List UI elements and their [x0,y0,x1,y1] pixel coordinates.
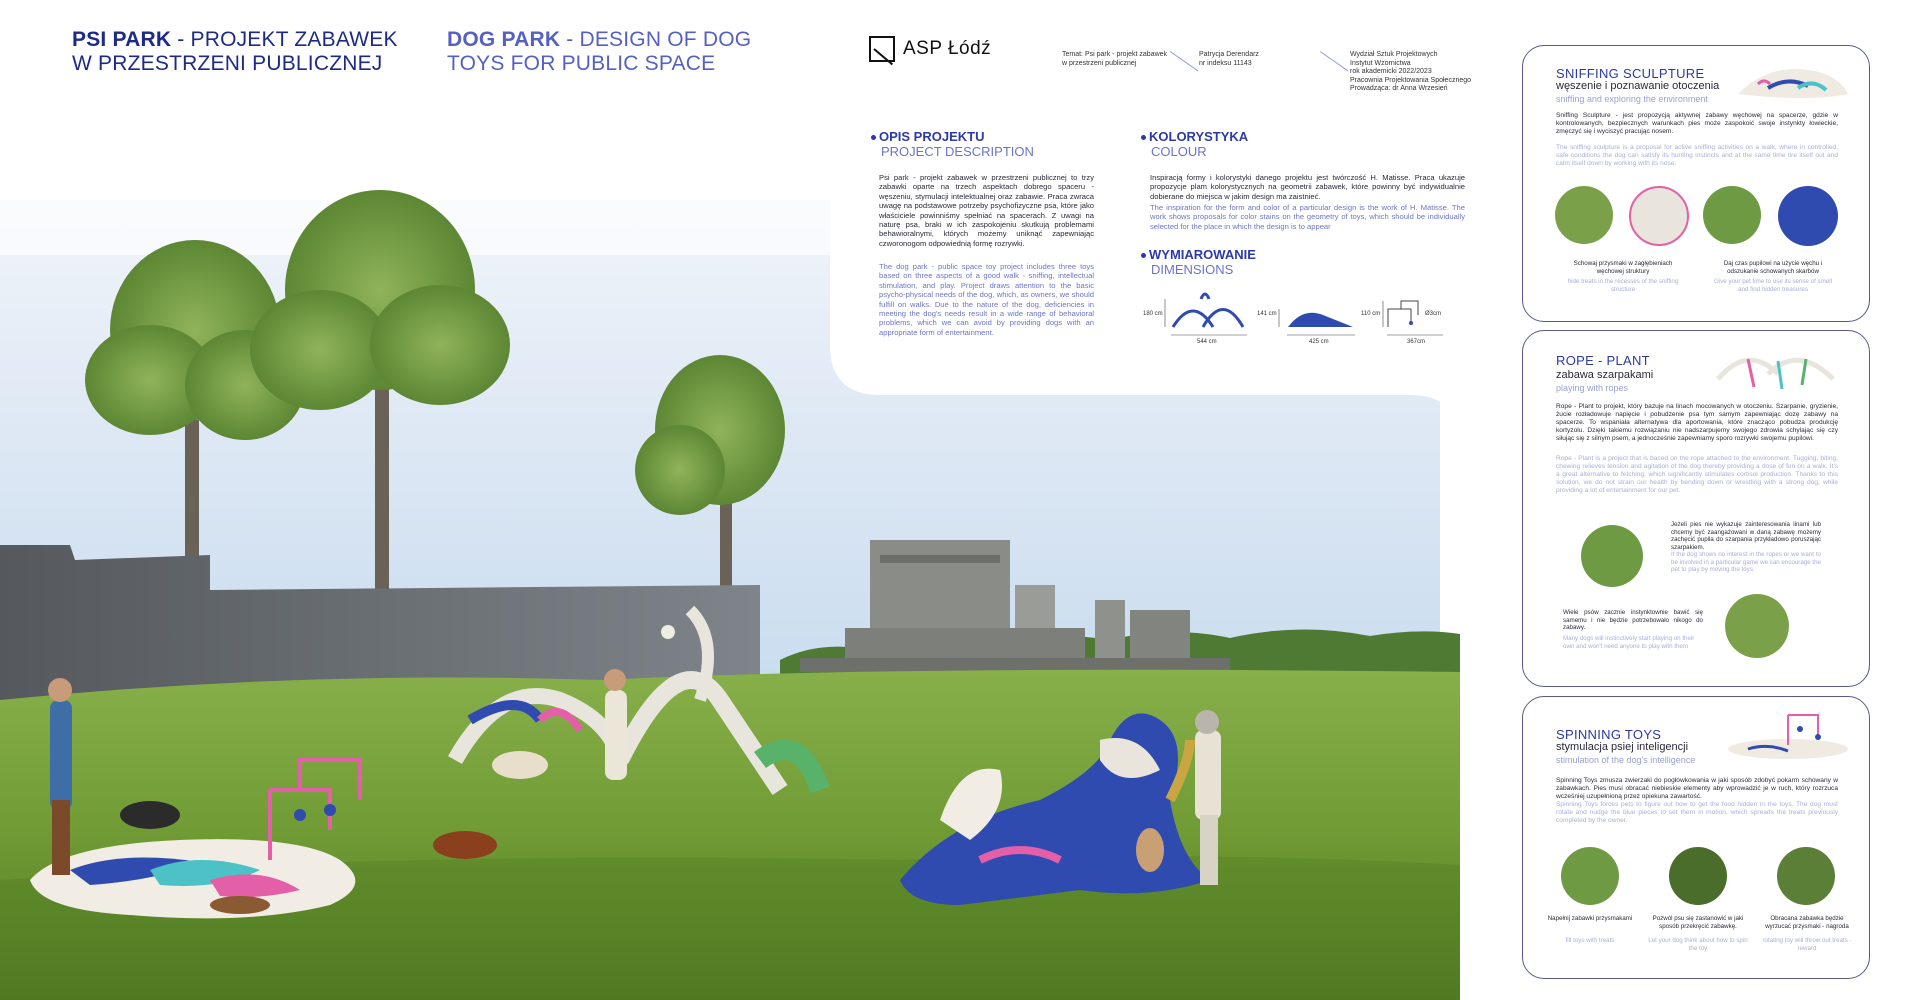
card-text-pl: Spinning Toys zmusza zwierzaki do pogłówkowania w jaki sposób zdobyć pokarm schowany w zabawkach. Pies musi obracać niebieskie elementy aby wprowadzić je w ruch, który rozrzuca wcześniej uzupełnioną przez opiekuna zawartość. [1556,777,1838,800]
dimensions-title-en: DIMENSIONS [1151,262,1234,277]
colour-text-pl: Inspiracją formy i kolorystyki danego projektu jest twórczość H. Matisse. Praca ukazuje propozycje plam kolorystycznych na geometrii zabawek, które powinny być indywidualnie dobierane do miejsca w jakim design ma zaistnieć. [1150,173,1465,201]
colour-heading [1141,129,1248,159]
meta-author-line: Patrycja Derendarz [1199,51,1259,58]
card-subtitle-pl: węszenie i poznawanie otoczenia [1556,80,1720,92]
colour-text-en: The inspiration for the form and color of a particular design is the work of H. Matisse. The work shows proposals for color stains on the geometry of toys, which should be individually selected for the place in which the design is to appear [1150,203,1465,231]
card-text-pl: Sniffing Sculpture - jest propozycją aktywnej zabawy węchowej na spacerze, gdzie w kontrolowanych, bezpiecznych warunkach pies może zaspokoić swoje instynkty łowieckie, zmęczyć się i wyciszyć pracując nosem. [1556,112,1838,135]
card-subtitle-pl: zabawa szarpakami [1556,369,1654,381]
card-text-pl: Rope - Plant to projekt, który bazuje na linach mocowanych w otoczeniu. Szarpanie, gryzienie, żucie rozładowuje napięcie i pobudzenie psa tym samym zapewniając dozę zabawy na spacerze. To wspaniała alternatywa dla aportowania, które znacząco pobudza produkcję kortyzolu. Dzięki takiemu rozwiązaniu nie nadszarpujemy swojego zdrowia schylając się czy siłując się z silnym psem, a jednocześnie zapewniamy sporo rozrywki swojemu pupilowi. [1556,403,1838,442]
card-text-en: Rope - Plant is a project that is based on the rope attached to the environment. Tugging, biting, chewing relieves tension and agitation of the dog thereby providing a dose of fun on a walk. It's a great alternative to fetching, which significantly stimulates cortisol production. Thanks to this solution, we do not strain our health by bending down or wrestling with a strong dog, while providing a lot of entertainment for our pet. [1556,455,1838,494]
dimensions-sketch [1143,287,1483,357]
sniffing-photo-3 [1703,186,1761,244]
rope-plant-product-image [1708,339,1848,399]
dimensions-title-pl: WYMIAROWANIE [1149,247,1256,262]
title-pl-bold: PSI PARK [72,28,172,51]
rope-caption-2-pl: Wiele psów zacznie instynktownie bawić się samemu i nie będzie potrzebowało nikogo do zabawy. [1563,609,1703,632]
dim-width-3: 367cm [1407,339,1426,345]
card-title: SPINNING TOYS [1556,727,1662,742]
description-text-en: The dog park - public space toy project includes three toys based on three aspects of a good walk - sniffing, intellectual stimulation, and play. Project draws attention to the basic psycho-physical needs of the dog, which, as owners, we should fulfill on walks. Due to the nature of the dog, deficiencies in meeting the dog's needs result in a wide range of behavioral problems, which we can avoid by providing dogs with an appropriate form of entertainment. [879,262,1094,337]
dim-width-1: 544 cm [1197,339,1217,345]
card-subtitle-en: stimulation of the dog's intelligence [1556,755,1696,765]
meta-author [1199,51,1259,68]
meta-faculty-line: Wydział Sztuk Projektowych [1350,51,1438,58]
spinning-caption-3-pl: Obracana zabawka będzie wyrzucać przysmaki - nagroda [1765,915,1849,930]
meta-topic [1062,51,1167,68]
description-text-pl: Psi park - projekt zabawek w przestrzeni publicznej to trzy zabawki oparte na trzech aspektach dobrego spaceru - węszeniu, stymulacji intelektualnej oraz zabawie. Praca zwraca uwagę na podstawowe potrzeby psychofizyczne psa, które jako właściciele powinniśmy spełniać na spacerach. Z uwagi na naturę psa, braki w ich zaspokojeniu skutkują problemami behawioralnymi, których możemy uniknąć zapewniając czworonogom odpowiednią formę rozrywki. [879,173,1094,248]
sniffing-photo-2 [1629,186,1689,246]
meta-faculty-line: Pracownia Projektowania Społecznego [1350,76,1472,84]
dimensions-drawing [1143,287,1483,357]
title-english [447,28,751,76]
sniffing-caption-1-pl: Schowaj przysmaki w zagłębieniach węchowej struktury [1573,260,1673,275]
spinning-toys-product-image [1718,705,1858,765]
asp-logo-icon [869,36,895,62]
bullet-icon [1141,253,1146,258]
card-text-en: Spinning Toys forces pets to figure out how to get the food hidden in the toys. The dog must rotate and nudge the blue pieces to set them in motion, which spreads the treats previously completed by the owner. [1556,801,1838,824]
colour-title-pl: KOLORYSTYKA [1149,129,1249,144]
dim-height-1: 180 cm [1143,311,1163,317]
description-title-en: PROJECT DESCRIPTION [881,144,1034,159]
title-polish [72,28,398,76]
sniffing-photo-1 [1555,186,1613,244]
sniffing-product-image [1728,54,1858,104]
meta-faculty-line: Instytut Wzornictwa [1350,59,1411,67]
spinning-photo-2 [1669,847,1727,905]
spinning-caption-1-en: fill toys with treats [1565,937,1615,944]
meta-faculty [1350,51,1471,94]
sniffing-caption-2-pl: Daj czas pupilowi na użycie węchu i odszukanie schowanych skarbów [1723,260,1823,275]
spinning-caption-2-en: Let your dog think about how to spin the toy [1648,937,1748,952]
dim-width-2: 425 cm [1309,339,1329,345]
title-pl-line2: W PRZESTRZENI PUBLICZNEJ [72,52,383,75]
sniffing-caption-1-en: hide treats in the recesses of the sniffing structure [1567,278,1679,293]
rope-caption-2-en: Many dogs will instinctively start playing on their own and won't need anyone to play with them [1563,635,1695,650]
description-heading [871,129,1034,159]
rope-photo-2 [1725,594,1789,658]
sniffing-caption-2-en: Give your pet time to use its sense of smell and find hidden treasures [1714,278,1832,293]
card-title: ROPE - PLANT [1556,353,1650,368]
dim-height-2: 141 cm [1257,311,1277,317]
colour-title-en: COLOUR [1151,144,1207,159]
bullet-icon [871,135,876,140]
card-sniffing-sculpture [1522,45,1870,322]
title-en-rest: - DESIGN OF DOG [560,28,752,51]
meta-topic-line: w przestrzeni publicznej [1062,59,1137,67]
meta-faculty-line: Prowadząca: dr Anna Wrzesień [1350,85,1448,92]
spinning-caption-1-pl: Napełnij zabawki przysmakami [1547,915,1633,922]
meta-faculty-line: rok akademicki 2022/2023 [1350,68,1432,75]
sniffing-photo-4 [1778,186,1838,246]
title-pl-rest: - PROJEKT ZABAWEK [171,28,398,51]
description-title-pl: OPIS PROJEKTU [879,129,985,144]
card-title: SNIFFING SCULPTURE [1556,66,1705,81]
card-subtitle-pl: stymulacja psiej inteligencji [1556,741,1689,753]
meta-author-line: nr indeksu 11143 [1199,59,1252,67]
rope-photo-1 [1581,525,1643,587]
rope-caption-1-pl: Jeżeli pies nie wykazuje zainteresowania linami lub chcemy być zaangażowani w daną zabawę możemy zachęcić pupila do szarpania przykładowo poruszając szarpakiem. [1671,521,1821,551]
title-en-line2: TOYS FOR PUBLIC SPACE [447,52,716,75]
card-subtitle-en: playing with ropes [1556,383,1629,393]
card-rope-plant [1522,330,1870,687]
spinning-caption-2-pl: Pozwól psu się zastanowić w jaki sposób przekręcić zabawkę. [1652,915,1744,930]
logo-text: ASP Łódź [903,38,992,59]
asp-lodz-logo [869,36,991,62]
bullet-icon [1141,135,1146,140]
dim-diameter: Ø3cm [1425,311,1442,317]
title-en-bold: DOG PARK [447,28,561,51]
spinning-caption-3-en: rotating toy will throw out treats - reward [1762,937,1852,952]
spinning-photo-1 [1561,847,1619,905]
spinning-photo-3 [1777,847,1835,905]
dim-height-3: 110 cm [1361,311,1381,317]
card-subtitle-en: sniffing and exploring the environment [1556,94,1708,104]
dimensions-heading [1141,247,1256,277]
card-spinning-toys [1522,696,1870,979]
card-text-en: The sniffing sculpture is a proposal for active sniffing activities on a walk, where in controlled, safe conditions the dog can satisfy its hunting instincts and at the same time tire itself out and calm itself down by working with its nose. [1556,144,1838,167]
meta-topic-line: Temat: Psi park - projekt zabawek [1062,51,1168,58]
rope-caption-1-en: If the dog shows no interest in the ropes or we want to be involved in a particular game we can encourage the pet to play by moving the toys. [1671,551,1821,574]
